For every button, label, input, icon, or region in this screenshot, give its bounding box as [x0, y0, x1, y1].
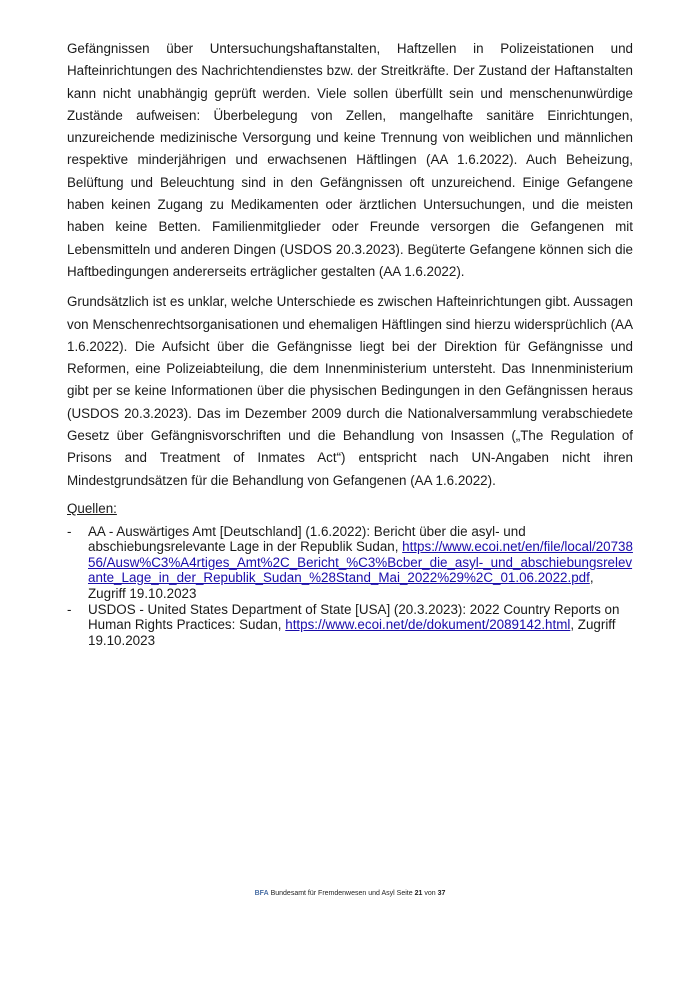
- source-item-aa: [67, 524, 633, 601]
- source-item-usdos: [67, 602, 633, 648]
- source-citation: USDOS - United States Department of State [USA] (20.3.2023): 2022 Country Reports on Human Rights Practices: Sudan,: [88, 601, 620, 633]
- page-footer: [0, 889, 700, 898]
- sources-heading: Quellen:: [67, 500, 117, 516]
- list-dash: -: [67, 523, 72, 539]
- source-citation: AA - Auswärtiges Amt [Deutschland] (1.6.2022): Bericht über die asyl- und abschiebungsrelevante Lage in der Republik Sudan,: [88, 523, 526, 555]
- source-link-usdos[interactable]: https://www.ecoi.net/de/dokument/2089142.html: [285, 617, 571, 633]
- footer-of-label: von: [424, 890, 436, 897]
- list-dash: -: [67, 601, 72, 617]
- source-access-date: , Zugriff 19.10.2023: [88, 617, 616, 648]
- bfa-logo: BFA: [254, 890, 269, 897]
- source-access-date: , Zugriff 19.10.2023: [88, 570, 594, 601]
- footer-page-number: 21: [414, 890, 423, 897]
- footer-page-label: Seite: [396, 890, 413, 897]
- document-body: [67, 38, 633, 649]
- sources-list: [67, 524, 633, 648]
- source-link-aa[interactable]: https://www.ecoi.net/en/file/local/2073856/Ausw%C3%A4rtiges_Amt%2C_Bericht_%C3%Bcber_die_asyl-_und_abschiebungsrelevante_Lage_in_der_Republik_Sudan_%28Stand_Mai_2022%29%2C_01.06.2022.pdf: [88, 539, 633, 586]
- paragraph-prison-oversight: Grundsätzlich ist es unklar, welche Unterschiede es zwischen Hafteinrichtungen gibt. Aussagen von Menschenrechtsorganisationen und ehemaligen Häftlingen sind hierzu widersprüchlich (AA 1.6.2022). Die Aufsicht über die Gefängnisse liegt bei der Direktion für Gefängnisse und Reformen, eine Polizeiabteilung, die dem Innenministerium untersteht. Das Innenministerium gibt per se keine Informationen über die physischen Bedingungen in den Gefängnissen heraus (USDOS 20.3.2023). Das im Dezember 2009 durch die Nationalversammlung verabschiedete Gesetz über Gefängnisvorschriften und die Behandlung von Insassen („The Regulation of Prisons and Treatment of Inmates Act“) entspricht nach UN-Angaben nicht ihren Mindestgrundsätzen für die Behandlung von Gefangenen (AA 1.6.2022).: [67, 294, 633, 488]
- paragraph-prison-conditions: Gefängnissen über Untersuchungshaftanstalten, Haftzellen in Polizeistationen und Hafteinrichtungen des Nachrichtendienstes bzw. der Streitkräfte. Der Zustand der Haftanstalten kann nicht unabhängig geprüft werden. Viele sollen überfüllt sein und menschenunwürdige Zustände aufweisen: Überbelegung von Zellen, mangelhafte sanitäre Einrichtungen, unzureichende medizinische Versorgung und keine Trennung von weiblichen und männlichen respektive minderjährigen und erwachsenen Häftlingen (AA 1.6.2022). Auch Beheizung, Belüftung und Beleuchtung sind in den Gefängnissen oft unzureichend. Einige Gefangene haben keinen Zugang zu Medikamenten oder ärztlichen Untersuchungen, und die meisten haben keine Betten. Familienmitglieder oder Freunde versorgen die Gefangenen mit Lebensmitteln und anderen Dingen (USDOS 20.3.2023). Begüterte Gefangene können sich die Haftbedingungen andererseits erträglicher gestalten (AA 1.6.2022).: [67, 41, 633, 279]
- footer-page-total: 37: [437, 890, 446, 897]
- footer-org-name: Bundesamt für Fremdenwesen und Asyl: [270, 890, 395, 897]
